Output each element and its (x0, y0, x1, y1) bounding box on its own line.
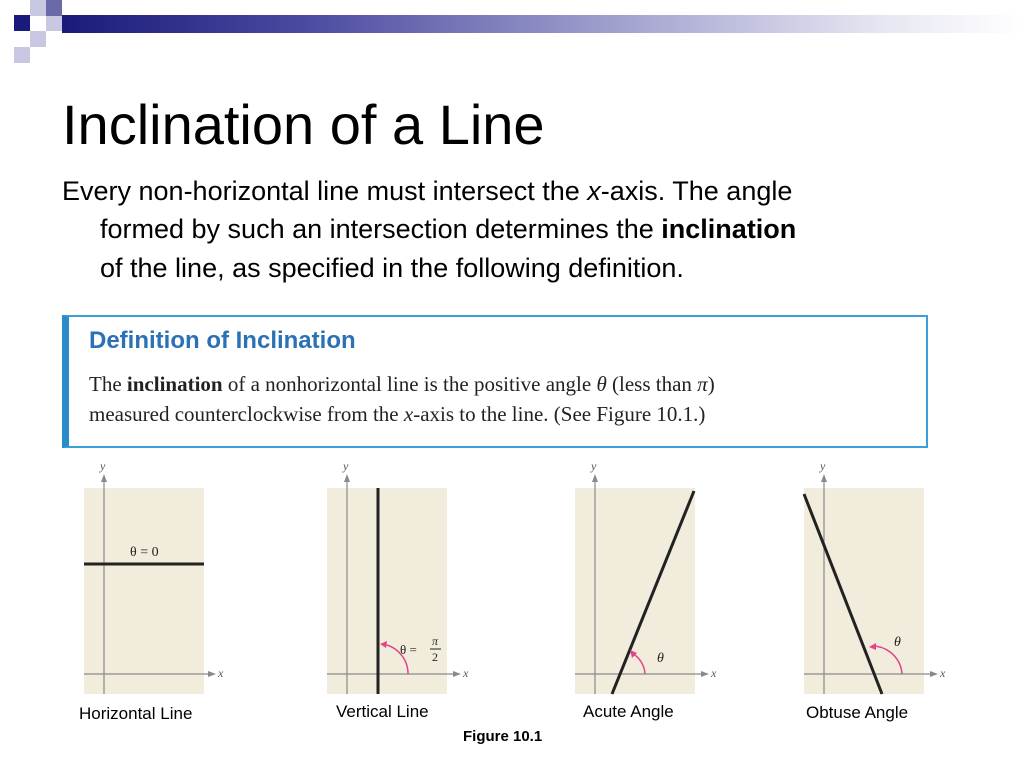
def-text-part: measured counterclockwise from the (89, 402, 404, 427)
y-axis-label: y (591, 459, 597, 473)
theta-label: θ (894, 635, 901, 650)
x-axis-arrow (930, 671, 938, 677)
deco-square (14, 15, 30, 31)
y-axis-label: y (100, 459, 106, 473)
deco-square (30, 0, 46, 16)
caption-obtuse-angle: Obtuse Angle (806, 703, 909, 722)
body-paragraph (62, 172, 1002, 287)
slide-decoration (0, 0, 1024, 64)
definition-title: Definition of Inclination (89, 327, 356, 354)
denominator: 2 (432, 650, 438, 664)
deco-square (14, 47, 30, 63)
y-axis-arrow (592, 474, 598, 482)
x-axis-arrow (208, 671, 216, 677)
def-bold-term: inclination (126, 372, 223, 396)
pi-symbol: π (697, 372, 708, 396)
plot-background (575, 488, 695, 694)
caption-acute-angle: Acute Angle (583, 702, 674, 721)
slide-title: Inclination of a Line (62, 93, 545, 156)
x-axis-arrow (453, 671, 461, 677)
body-bold-term: inclination (661, 214, 797, 245)
body-text: Every non-horizontal line must intersect the (62, 176, 588, 206)
plot-background (327, 488, 447, 694)
figure-horizontal-line (72, 458, 232, 708)
theta-label: θ = (400, 642, 417, 657)
def-text-part: -axis to the line. (See Figure 10.1.) (413, 402, 706, 427)
def-text-part: ) (707, 372, 715, 396)
deco-square (46, 0, 62, 16)
pi-numerator: π (432, 634, 439, 648)
figure-number: Figure 10.1 (463, 728, 543, 745)
y-axis-arrow (821, 474, 827, 482)
deco-square (30, 31, 46, 47)
figure-acute-angle (563, 458, 728, 708)
def-text-part: of a nonhorizontal line is the positive angle (222, 372, 597, 396)
x-axis-label: x (218, 666, 224, 680)
deco-square (46, 15, 62, 31)
body-text: -axis. The angle (600, 176, 793, 206)
y-axis-label: y (343, 459, 349, 473)
plot-background (84, 488, 204, 694)
y-axis-label: y (820, 459, 826, 473)
x-variable: x (587, 176, 601, 206)
x-axis-label: x (463, 666, 469, 680)
theta-label: θ = 0 (130, 545, 159, 560)
figure-obtuse-angle (792, 458, 957, 708)
caption-vertical-line: Vertical Line (336, 702, 429, 721)
x-axis-label: x (940, 666, 946, 680)
theta-label: θ (657, 651, 664, 666)
y-axis-arrow (101, 474, 107, 482)
caption-horizontal-line: Horizontal Line (79, 704, 193, 723)
header-gradient-bar (62, 15, 1024, 33)
definition-text (89, 369, 909, 430)
x-variable: x (403, 402, 414, 427)
body-text: formed by such an intersection determines the (100, 214, 662, 245)
plot-background (804, 488, 924, 694)
x-axis-arrow (701, 671, 709, 677)
y-axis-arrow (344, 474, 350, 482)
definition-box (62, 315, 928, 448)
def-text-part: (less than (606, 372, 698, 396)
theta-symbol: θ (596, 372, 607, 396)
body-text: of the line, as specified in the following definition. (100, 252, 684, 283)
figure-vertical-line (315, 458, 480, 708)
x-axis-label: x (711, 666, 717, 680)
def-text-part: The (89, 372, 127, 396)
